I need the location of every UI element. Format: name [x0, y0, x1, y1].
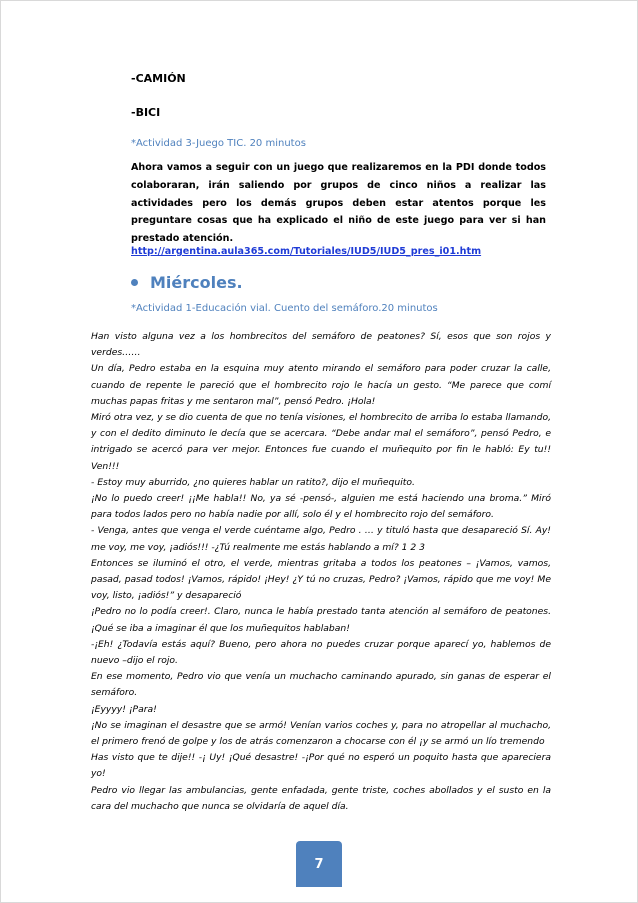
story-paragraph: Pedro vio llegar las ambulancias, gente enfadada, gente triste, coches abollados y el susto en la cara del muchacho que nunca se olvidaría de aquel día.: [91, 784, 551, 812]
story-paragraph: ¡Pedro no lo podía creer!. Claro, nunca le había prestado tanta atención al semáforo de peatones. ¡Qué se iba a imaginar él que los muñequitos hablaban!: [91, 606, 551, 634]
story-paragraph: Han visto alguna vez a los hombrecitos del semáforo de peatones? Sí, esos que son rojos y verdes……: [91, 331, 551, 359]
story-paragraph: - Venga, antes que venga el verde cuéntame algo, Pedro . … y tituló hasta que desapareció Sí. Ay! me voy, me voy, ¡adiós!!! -¿Tú realmente me estás hablando a mí? 1 2 3: [91, 525, 551, 553]
story-paragraph: En ese momento, Pedro vio que venía un muchacho caminando apurado, sin ganas de esperar el semáforo.: [91, 671, 551, 699]
story-paragraph: - Estoy muy aburrido, ¿no quieres hablar un ratito?, dijo el muñequito.: [91, 476, 415, 488]
link-line: [131, 239, 546, 258]
day-heading-row: [131, 273, 243, 292]
story-paragraph: Has visto que te dije!! -¡ Uy! ¡Qué desastre! -¡Por qué no esperó un poquito hasta que apareciera yo!: [91, 752, 551, 780]
story-paragraph: ¡No lo puedo creer! ¡¡Me habla!! No, ya sé -pensó-, alguien me está haciendo una broma.” Miró para todos lados pero no había nadie por allí, solo él y el hombrecito rojo del semáforo.: [91, 493, 551, 521]
tutorial-link[interactable]: http://argentina.aula365.com/Tutoriales/IUD5/IUD5_pres_i01.htm: [131, 246, 482, 257]
story-text: [91, 329, 551, 815]
story-paragraph: ¡No se imaginan el desastre que se armó! Venían varios coches y, para no atropellar al muchacho, el primero frenó de golpe y los de atrás comenzaron a chocarse con él ¡y se armó un lío tremendo: [91, 719, 551, 748]
story-paragraph: -¡Eh! ¿Todavía estás aquí? Bueno, pero ahora no puedes cruzar porque aparecí yo, hablemos de nuevo –dijo el rojo.: [91, 638, 551, 667]
activity-3-heading: *Actividad 3-Juego TIC. 20 minutos: [131, 138, 306, 149]
page-number: 7: [296, 841, 342, 887]
list-item-bici: -BICI: [131, 106, 161, 119]
story-paragraph: Miró otra vez, y se dio cuenta de que no tenía visiones, el hombrecito de arriba lo estaba llamando, y con el dedito diminuto le decía que se acercara. “Debe andar mal el semáforo”, pensó Pedro, e intrigado se acercó para ver mejor. Entonces fue cuando el muñequito por fin le habló: Ey tu!! Ven!!!: [91, 412, 551, 472]
day-heading: Miércoles.: [150, 273, 243, 292]
list-item-camion: -CAMIÓN: [131, 72, 186, 85]
story-paragraph: ¡Eyyyy! ¡Para!: [91, 703, 157, 715]
story-paragraph: Un día, Pedro estaba en la esquina muy atento mirando el semáforo para poder cruzar la calle, cuando de repente le pareció que el hombrecito rojo le hacía un gesto. “Me parece que comí muchas papas fritas y me sentaron mal”, pensó Pedro. ¡Hola!: [91, 363, 551, 407]
story-paragraph: Entonces se iluminó el otro, el verde, mientras gritaba a todos los peatones – ¡Vamos, vamos, pasad, pasad todos! ¡Vamos, rápido! ¡Hey! ¿Y tú no cruzas, Pedro? ¡Vamos, rápido que me voy! Me voy, listo, ¡adiós!” y desapareció: [91, 557, 551, 602]
activity-3-description: Ahora vamos a seguir con un juego que realizaremos en la PDI donde todos colaboraran, irán saliendo por grupos de cinco niños a realizar las actividades pero los demás grupos deben estar atentos porque les preguntare cosas que ha explicado el niño de este juego para ver si han prestado atención.: [131, 162, 546, 245]
bullet-icon: [131, 279, 138, 286]
activity-1-heading: *Actividad 1-Educación vial. Cuento del semáforo.20 minutos: [131, 303, 438, 314]
